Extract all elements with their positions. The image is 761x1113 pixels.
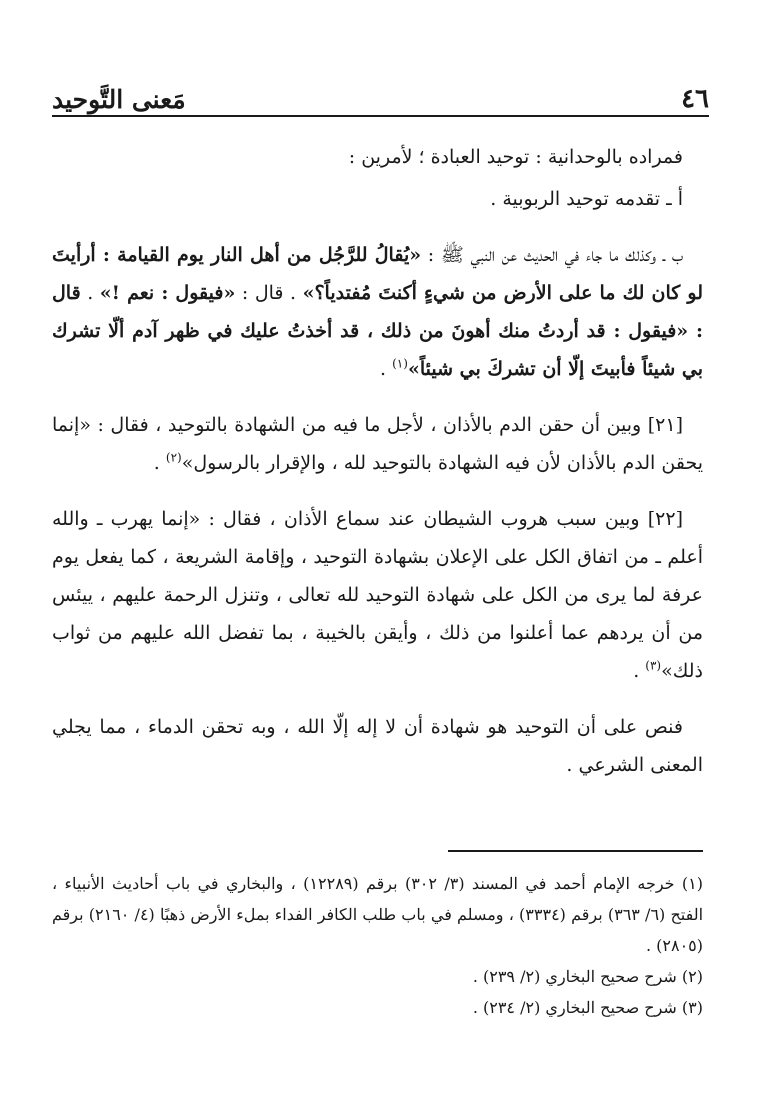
header-rule [52,115,709,117]
page-header [52,68,709,112]
paragraph-5-end: . [633,660,646,682]
paragraph-1: فمراده بالوحدانية : توحيد العبادة ؛ لأمرين : [348,146,683,168]
paragraph-6: فنص على أن التوحيد هو شهادة أن لا إله إلّا الله ، وبه تحقن الدماء ، مما يجلي المعنى الشرعي . [52,716,703,776]
hadith-quote-1: «يُقالُ للرَّجُل من أهل النار يوم القيامة : أرأيتَ لو كان لك ما على الأرض من شيءٍ أكنتَ مُفتدياً؟» [52,244,703,304]
paragraph-3-mid-2: . [80,282,100,304]
paragraph-4-end: . [153,452,166,474]
main-text [52,138,703,796]
paragraph-3-mid-1: . قال : [235,282,303,304]
footnote-ref-3: (٣) [645,658,662,673]
hadith-quote-2: «فيقول : نعم !» [99,282,236,304]
paragraph-3-lead: ب ـ وكذلك ما جاء في الحديث عن النبي ﷺ : [421,244,683,266]
hadith-quote-3: قال : «فيقول : قد أردتُ منك أهونَ من ذلك ، قد أخذتُ عليك في ظهر آدم ألّا تشرك بي شيئاً فأبيتَ إلّا أن تشركَ بي شيئاً» [52,282,703,380]
paragraph-3 [52,236,703,388]
paragraph-2: أ ـ تقدمه توحيد الربوبية . [490,188,683,210]
footnote-3: (٣) شرح صحيح البخاري (٢/ ٢٣٤) . [472,998,703,1017]
footnote-2: (٢) شرح صحيح البخاري (٢/ ٢٣٩) . [472,967,703,986]
paragraph-4 [52,406,703,482]
paragraph-5 [52,500,703,690]
footnote-ref-2: (٢) [165,450,182,465]
running-title: مَعنى التَّوحيد [52,85,186,114]
paragraph-3-end: . [380,358,393,380]
footnote-ref-1: (١) [392,356,408,371]
paragraph-5-text: [٢٢] وبين سبب هروب الشيطان عند سماع الأذان ، فقال : «إنما يهرب ـ والله أعلم ـ من اتفاق الكل على الإعلان بشهادة التوحيد ، وإقامة الشريعة ، كما يفعل يوم عرفة لما يرى من الكل على شهادة التوحيد لله تعالى ، وتنزل الرحمة عليهم ، ييئس من أن يردهم عما أعلنوا من ذلك ، وأيقن بالخيبة ، بما تفضل الله عليهم من ثواب ذلك» [52,508,703,682]
footnote-separator [448,850,703,852]
footnotes [52,868,703,1023]
page-number: ٤٦ [681,84,709,114]
footnote-1: (١) خرجه الإمام أحمد في المسند (٣/ ٣٠٢) برقم (١٢٢٨٩) ، والبخاري في باب أحاديث الأنبياء ، الفتح (٦/ ٣٦٣) برقم (٣٣٣٤) ، ومسلم في باب طلب الكافر الفداء بملء الأرض ذهبًا (٤/ ٢١٦٠) برقم (٢٨٠٥) . [52,874,704,955]
paragraph-4-text: [٢١] وبين أن حقن الدم بالأذان ، لأجل ما فيه من الشهادة بالتوحيد ، فقال : «إنما يحقن الدم بالأذان لأن فيه الشهادة بالتوحيد لله ، والإقرار بالرسول» [52,414,703,474]
